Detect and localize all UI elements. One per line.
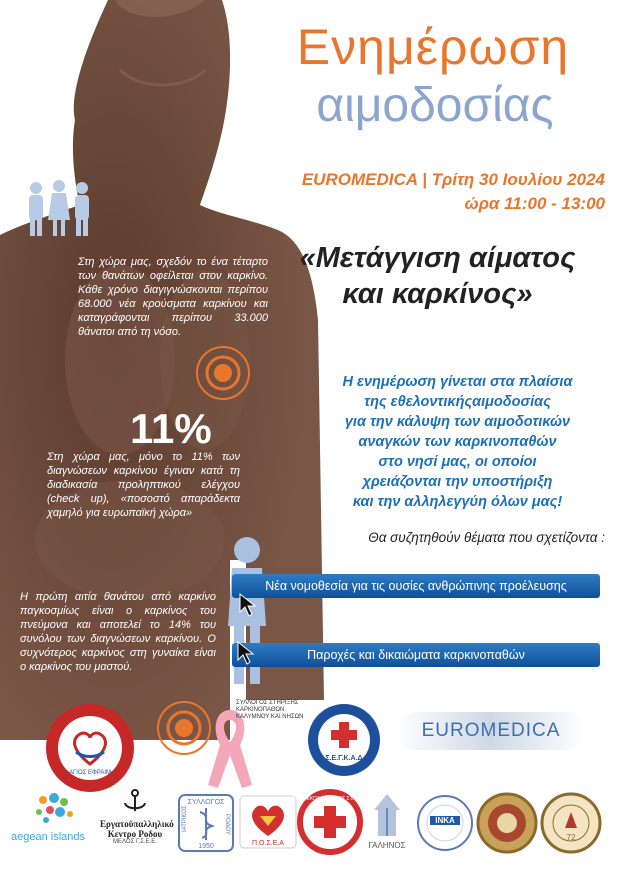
intro-line: και την αλληλεγγύη όλων μας!: [352, 494, 563, 510]
topic-bar-benefits: Παροχές και δικαιώματα καρκινοπαθών: [232, 643, 600, 667]
svg-text:«ΑΓΙΟΣ ΕΦΡΑΙΜ»: «ΑΓΙΟΣ ΕΦΡΑΙΜ»: [65, 770, 115, 776]
cursor-icon: [238, 592, 260, 618]
topic-line-2: και καρκίνος»: [342, 278, 533, 310]
intro-line: της εθελοντικήςαιμοδοσίας: [364, 394, 551, 410]
fact-cancer-deaths: Στη χώρα μας, σχεδόν το ένα τέταρτο των θανάτων οφείλεται στον καρκίνο. Κάθε χρόνο διαγιγνώσκονται περίπου 68.000 νέα κρούσματα καρκίνου και καταγράφονται περίπου 33.000 θάνατοι από τη νόσο.: [78, 256, 268, 338]
svg-text:1950: 1950: [198, 843, 214, 850]
svg-text:72: 72: [566, 833, 576, 842]
target-icon: [195, 345, 251, 401]
event-date: EUROMEDICA | Τρίτη 30 Ιουλίου 2024: [301, 170, 605, 189]
topic-bar-legislation: Νέα νομοθεσία για τις ουσίες ανθρώπινης προέλευσης: [232, 574, 600, 598]
intro-text: [305, 372, 610, 512]
inka-logo: INKA: [430, 816, 460, 825]
fact-percent: 11%: [130, 405, 212, 452]
intro-line: αναγκών των καρκινοπαθών: [358, 434, 557, 450]
title-line-1: Ενημέρωση: [296, 19, 570, 75]
svg-text:ΡΟΔΟΥ: ΡΟΔΟΥ: [224, 814, 230, 835]
cursor-icon: [236, 640, 258, 666]
galinos-logo: [360, 790, 414, 854]
agios-efraim-logo: [44, 702, 136, 794]
topic-title: [265, 240, 610, 312]
svg-text:aegean islands: aegean islands: [10, 831, 86, 843]
euromedica-logo: [396, 712, 586, 750]
historic-seal-logo: [476, 792, 538, 854]
intro-line: στο νησί μας, οι οποίοι: [378, 454, 537, 470]
euromedica-logo-text: EUROMEDICA: [421, 720, 561, 741]
syllogos-logo-text: ΣΥΛΛΟΓΟΣ ΣΤΗΡΙΞΗΣ ΚΑΡΚΙΝΟΠΑΘΩΝ ΚΑΛΥΜΝΟΥ ΚΑΙ ΝΗΣΩΝ: [236, 700, 304, 720]
discuss-heading: Θα συζητηθούν θέματα που σχετίζοντα :: [368, 530, 605, 545]
people-icon: [24, 180, 94, 238]
red-cross-logo: [291, 790, 369, 854]
intro-line: χρειάζονται την υποστήριξη: [362, 474, 553, 490]
anchor-icon: [122, 788, 148, 814]
svg-text:Σ.Ε.Γ.Κ.Α.Δ: Σ.Ε.Γ.Κ.Α.Δ: [325, 755, 363, 762]
intro-line: Η ενημέρωση γίνεται στα πλαίσια: [342, 374, 573, 390]
fact-lung-cancer: Η πρώτη αιτία θανάτου από καρκίνο παγκοσμίως είναι ο καρκίνος του πνεύμονα και αποτελεί το 14% του συνόλου των διαγνώσεων καρκίνου. Ο συχνότερος καρκίνος στη γυναίκα είναι ο καρκίνος του μαστού.: [20, 591, 216, 673]
topic-line-1: «Μετάγγιση αίματος: [299, 242, 576, 274]
seal-72-logo: [540, 792, 602, 854]
title-line-2: αιμοδοσίας: [316, 79, 554, 132]
svg-text:ΣΥΛΛΟΓΟΣ: ΣΥΛΛΟΓΟΣ: [187, 799, 225, 806]
iatrikos-syllogos-logo: [178, 794, 234, 852]
svg-text:ΓΑΛΗΝΟΣ: ΓΑΛΗΝΟΣ: [368, 841, 406, 850]
event-info: [200, 168, 605, 216]
svg-text:Π.Ο.Σ.Ε.Α: Π.Ο.Σ.Ε.Α: [252, 840, 284, 847]
segkad-logo: [306, 702, 382, 778]
posea-logo: [238, 794, 298, 850]
ergatoypalliliko-line-3: ΜΕΛΟΣ Γ.Σ.Ε.Ε.: [113, 839, 157, 845]
ergatoypalliliko-logo: [100, 788, 174, 845]
ergatoypalliliko-line-1: Εργατοϋπαλληλικό: [100, 819, 174, 829]
fact-screening: Στη χώρα μας, μόνο το 11% των διαγνώσεων καρκίνου έγιναν κατά τη διαδικασία προληπτικού ελέγχου (check up), «ποσοστό απαράδεκτα χαμηλό για ευρωπαϊκή χώρα»: [47, 451, 240, 519]
svg-text:ΕΛΛΗΝΙΚΟΣ ΕΡΥΘΡΟΣ ΣΤΑΥΡΟΣ: ΕΛΛΗΝΙΚΟΣ ΕΡΥΘΡΟΣ ΣΤΑΥΡΟΣ: [291, 796, 369, 802]
event-time: ώρα 11:00 - 13:00: [464, 194, 605, 213]
aegean-islands-logo: [8, 788, 98, 858]
ergatoypalliliko-line-2: Κεντρο Ροδου: [107, 829, 163, 839]
svg-text:ΙΑΤΡΙΚΟΣ: ΙΑΤΡΙΚΟΣ: [182, 805, 188, 832]
intro-line: για την κάλυψη των αιμοδοτικών: [344, 414, 571, 430]
